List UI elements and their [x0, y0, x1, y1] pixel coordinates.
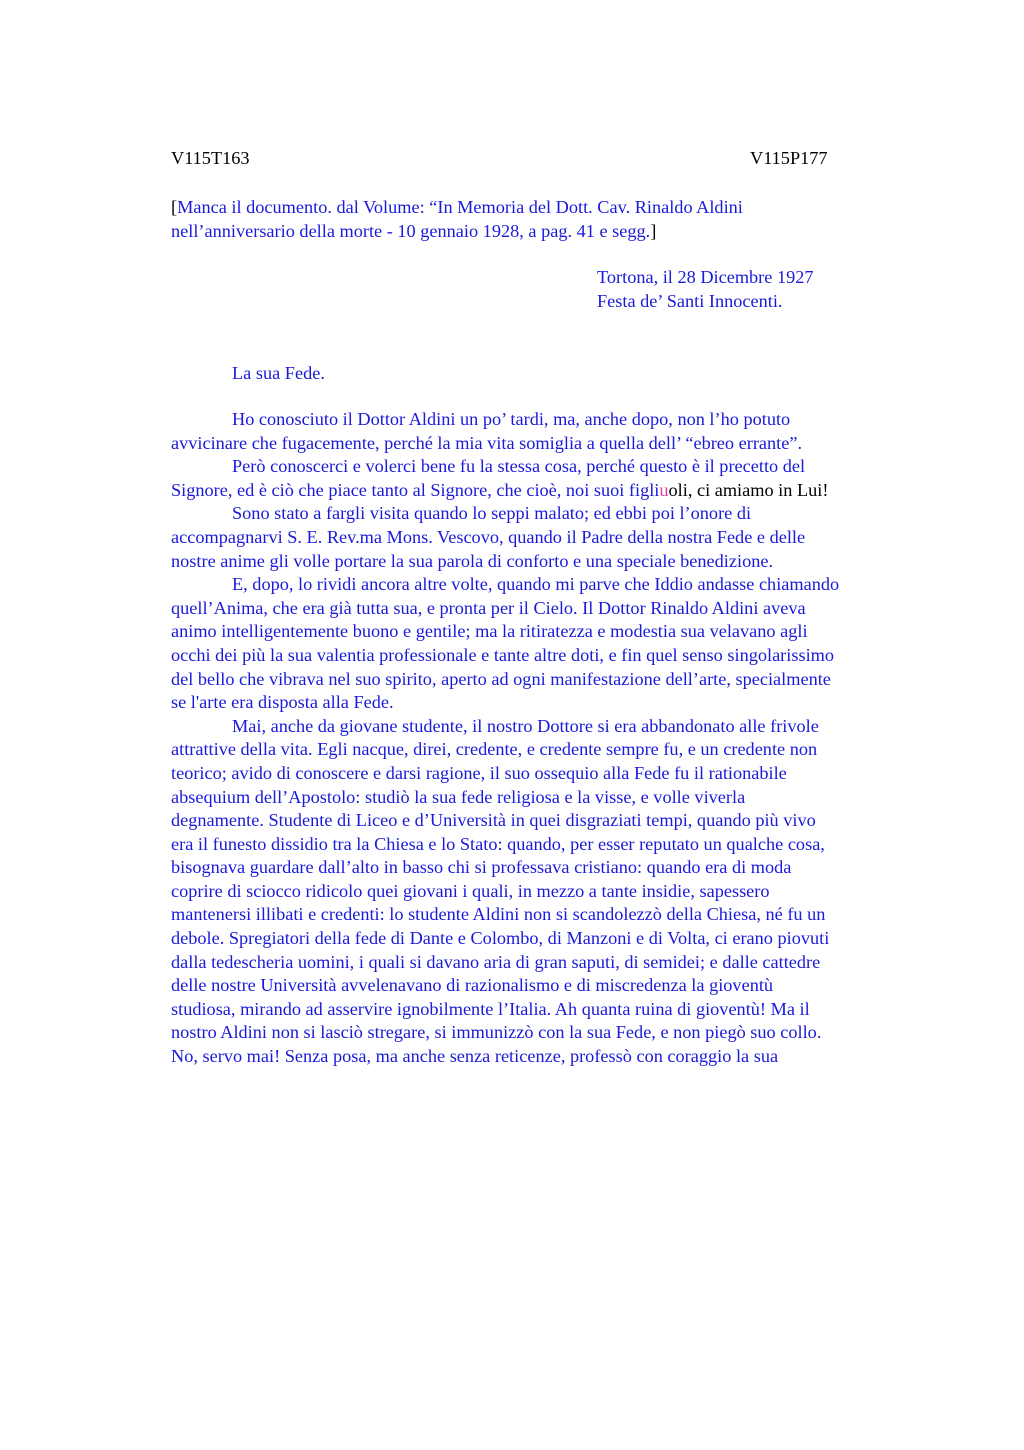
body-line: se l'arte era disposta alla Fede. [171, 692, 394, 713]
note-bracket-close: ] [650, 220, 657, 241]
section-title: La sua Fede. [232, 363, 325, 383]
body-line: attrattive della vita. Egli nacque, direi, credente, e credente sempre fu, e un credente non [171, 739, 818, 760]
place-date: Tortona, il 28 Dicembre 1927 [597, 267, 814, 287]
body-line: bisognava guardare dall’alto in basso chi si professava cristiano: quando era di moda [171, 857, 792, 878]
body-line: No, servo mai! Senza posa, ma anche senza reticenze, professò con coraggio la sua [171, 1046, 779, 1067]
body-line: nostro Aldini non si lasciò stregare, si immunizzò con la sua Fede, e non piegò suo collo. [171, 1022, 822, 1043]
body-line: degnamente. Studente di Liceo e d’Università in quei disgraziati tempi, quando più vivo [171, 810, 816, 831]
feast-day: Festa de’ Santi Innocenti. [597, 290, 783, 311]
body-line: animo intelligentemente buono e gentile; ma la ritiratezza e modestia sua velavano agli [171, 621, 808, 642]
volume-code-right: V115P177 [750, 148, 828, 168]
editorial-note [171, 196, 871, 243]
letter-body [171, 408, 931, 1069]
highlighted-letter: u [659, 479, 669, 500]
body-line: Ho conosciuto il Dottor Aldini un po’ tardi, ma, anche dopo, non l’ho potuto [232, 409, 791, 429]
body-line: avvicinare che fugacemente, perché la mia vita somiglia a quella dell’ “ebreo errante”. [171, 432, 803, 453]
note-line: Manca il documento. dal Volume: “In Memoria del Dott. Cav. Rinaldo Aldini [177, 197, 743, 217]
body-line: Mai, anche da giovane studente, il nostro Dottore si era abbandonato alle frivole [232, 715, 819, 736]
body-line: accompagnarvi S. E. Rev.ma Mons. Vescovo, quando il Padre della nostra Fede e delle [171, 526, 806, 547]
body-line [171, 479, 931, 503]
note-line: nell’anniversario della morte - 10 gennaio 1928, a pag. 41 e segg. [171, 220, 651, 241]
body-line: E, dopo, lo rividi ancora altre volte, quando mi parve che Iddio andasse chiamando [232, 574, 840, 595]
body-line: del bello che vibrava nel suo spirito, aperto ad ogni manifestazione dell’arte, specialmente [171, 668, 831, 689]
body-line-part: Signore, ed è ciò che piace tanto al Signore, che cioè, noi suoi figli [171, 479, 660, 500]
body-line: era il funesto dissidio tra la Chiesa e lo Stato: quando, per esser reputato un qualche cosa, [171, 833, 825, 854]
dateline [597, 266, 814, 313]
body-line: occhi dei più la sua valentia professionale e tante altre doti, e fin quel senso singolarissimo [171, 644, 835, 665]
body-line-part: oli, ci amiamo in Lui! [668, 479, 829, 500]
volume-code-left: V115T163 [171, 148, 250, 168]
body-line: dalla tedescheria uomini, i quali si davano aria di gran saputi, di semidei; e dalle cattedre [171, 951, 821, 972]
body-line: nostre anime gli volle portare la sua parola di conforto e una speciale benedizione. [171, 550, 774, 571]
body-line: absequium dell’Apostolo: studiò la sua fede religiosa e la visse, e volle viverla [171, 786, 746, 807]
body-line: Sono stato a fargli visita quando lo seppi malato; ed ebbi poi l’onore di [232, 503, 752, 524]
body-line: studiosa, mirando ad asservire ignobilmente l’Italia. Ah quanta ruina di gioventù! Ma il [171, 998, 810, 1019]
body-line: quell’Anima, che era già tutta sua, e pronta per il Cielo. Il Dottor Rinaldo Aldini aveva [171, 597, 806, 618]
body-line: coprire di sciocco ridicolo quei giovani i quali, in mezzo a tante insidie, sapessero [171, 880, 770, 901]
body-line: debole. Spregiatori della fede di Dante e Colombo, di Manzoni e di Volta, ci erano piovuti [171, 928, 830, 949]
body-line: mantenersi illibati e credenti: lo studente Aldini non si scandolezzò della Chiesa, né fu un [171, 904, 826, 925]
body-line: delle nostre Università avvelenavano di razionalismo e di miscredenza la gioventù [171, 975, 774, 996]
note-bracket-open: [ [171, 197, 178, 217]
body-line: Però conoscerci e volerci bene fu la stessa cosa, perché questo è il precetto del [232, 456, 806, 477]
body-line: teorico; avido di conoscere e darsi ragione, il suo ossequio alla Fede fu il rationabile [171, 762, 787, 783]
